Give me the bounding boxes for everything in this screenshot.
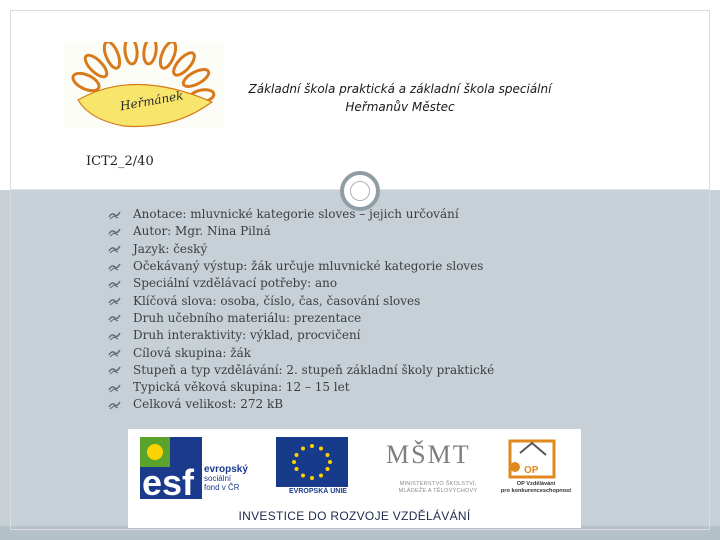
material-code: ICT2_2/40 xyxy=(86,154,154,169)
school-name xyxy=(234,80,566,116)
metadata-text: Druh interaktivity: výklad, procvičení xyxy=(133,328,361,343)
metadata-item xyxy=(108,258,588,275)
metadata-item xyxy=(108,241,588,258)
metadata-text: Speciální vzdělávací potřeby: ano xyxy=(133,276,338,291)
bullet-icon xyxy=(108,296,121,306)
msmt-logo-icon xyxy=(386,440,471,469)
funding-logos-banner xyxy=(128,429,581,528)
bullet-icon xyxy=(108,348,121,358)
op-caption: OP Vzdělávání pro konkurenceschopnost xyxy=(500,481,572,494)
metadata-text: Anotace: mluvnické kategorie sloves – jejich určování xyxy=(133,207,459,222)
metadata-text: Očekávaný výstup: žák určuje mluvnické kategorie sloves xyxy=(133,259,484,274)
metadata-item xyxy=(108,327,588,344)
school-logo xyxy=(64,42,224,128)
esf-mark: esf xyxy=(142,462,195,503)
metadata-text: Druh učebního materiálu: prezentace xyxy=(133,310,362,325)
bullet-icon xyxy=(108,365,121,375)
esf-caption: evropský sociální fond v ČR xyxy=(204,464,248,492)
funding-logos xyxy=(128,429,581,509)
msmt-caption: MINISTERSTVO ŠKOLSTVÍ, MLÁDEŽE A TĚLOVÝCHOVY xyxy=(398,481,478,494)
ring-inner xyxy=(350,181,370,201)
metadata-text: Cílová skupina: žák xyxy=(133,345,251,360)
bullet-icon xyxy=(108,227,121,237)
metadata-text: Typická věková skupina: 12 – 15 let xyxy=(133,380,350,395)
metadata-item xyxy=(108,206,588,223)
flower-logo-icon xyxy=(64,42,224,128)
eu-caption: EVROPSKÁ UNIE xyxy=(289,488,347,495)
bullet-icon xyxy=(108,244,121,254)
metadata-item xyxy=(108,362,588,379)
bullet-icon xyxy=(108,313,121,323)
bullet-icon xyxy=(108,383,121,393)
metadata-text: Autor: Mgr. Nina Pilná xyxy=(133,224,271,239)
banner-slogan: INVESTICE DO ROZVOJE VZDĚLÁVÁNÍ xyxy=(238,509,471,523)
metadata-item xyxy=(108,310,588,327)
eu-flag-icon xyxy=(276,437,348,487)
ring-ornament-icon xyxy=(340,171,380,211)
metadata-list xyxy=(108,206,588,414)
msmt-mark: MŠMT xyxy=(386,440,471,469)
metadata-item xyxy=(108,379,588,396)
bullet-icon xyxy=(108,210,121,220)
metadata-text: Celková velikost: 272 kB xyxy=(133,397,284,412)
metadata-text: Stupeň a typ vzdělávání: 2. stupeň základní školy praktické xyxy=(133,362,495,377)
metadata-item xyxy=(108,292,588,309)
bullet-icon xyxy=(108,331,121,341)
school-name-line1: Základní škola praktická a základní škola speciální xyxy=(248,82,552,96)
bullet-icon xyxy=(108,279,121,289)
bullet-icon xyxy=(108,400,121,410)
op-mark: OP xyxy=(524,465,539,476)
metadata-item xyxy=(108,223,588,240)
esf-logo-icon xyxy=(140,437,202,503)
metadata-text: Jazyk: český xyxy=(133,241,208,256)
logo-lettering: Heřmánek xyxy=(118,88,185,114)
metadata-text: Klíčová slova: osoba, číslo, čas, časování sloves xyxy=(133,293,421,308)
op-logo-icon xyxy=(510,441,554,477)
metadata-item xyxy=(108,275,588,292)
bullet-icon xyxy=(108,262,121,272)
school-name-line2: Heřmanův Městec xyxy=(345,100,455,114)
metadata-item xyxy=(108,344,588,361)
metadata-item xyxy=(108,396,588,413)
